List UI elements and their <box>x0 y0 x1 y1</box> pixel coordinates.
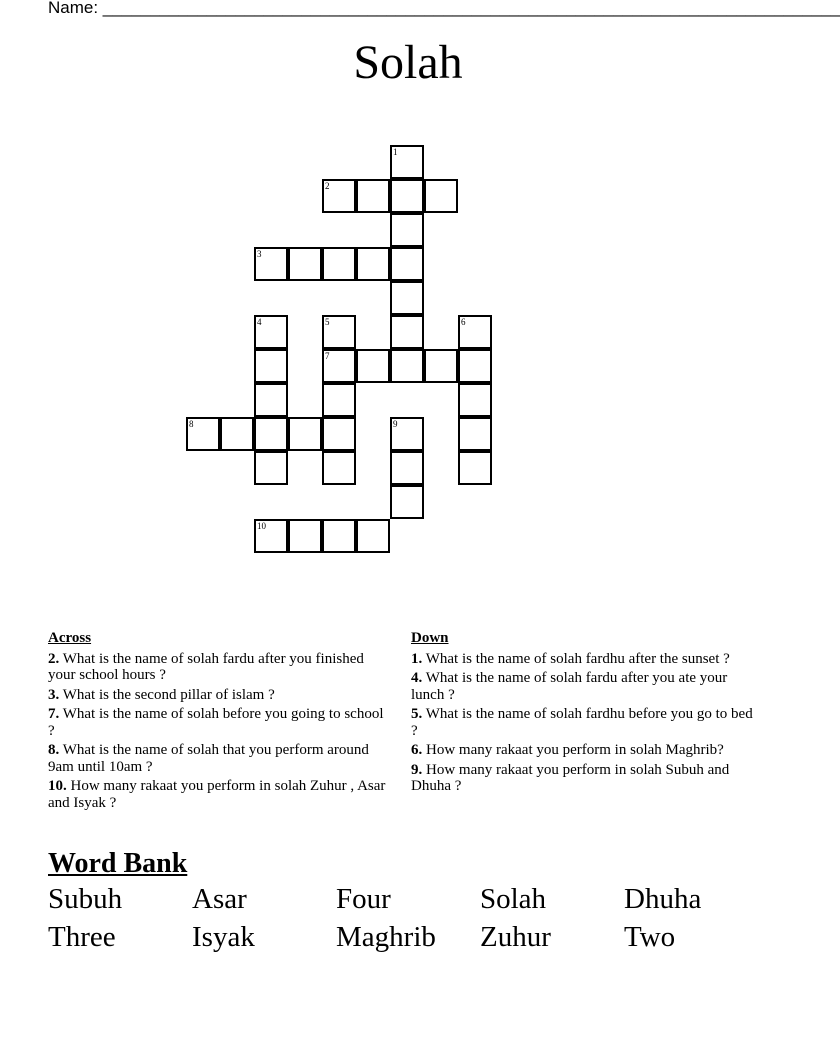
clue-number: 9. <box>411 761 423 778</box>
clue-across-2 <box>48 651 393 684</box>
grid-cell[interactable] <box>254 519 288 553</box>
clue-text: What is the name of solah fardhu before you go to bed ? <box>411 706 753 739</box>
grid-cell[interactable] <box>254 417 288 451</box>
clue-text: What is the name of solah that you perform around 9am until 10am ? <box>48 742 369 775</box>
grid-cell[interactable] <box>390 315 424 349</box>
grid-cell[interactable] <box>390 485 424 519</box>
clue-number: 6. <box>411 742 423 758</box>
clue-text: What is the name of solah fardu after you finished your school hours ? <box>48 650 364 683</box>
clue-number: 1. <box>411 650 423 667</box>
name-field-label: Name: ______________________________________________________________________________ <box>48 0 840 17</box>
grid-cell[interactable] <box>254 383 288 417</box>
cell-number: 6 <box>461 317 466 327</box>
grid-cell[interactable] <box>322 315 356 349</box>
grid-cell[interactable] <box>254 247 288 281</box>
down-heading: Down <box>411 630 449 646</box>
clue-number: 7. <box>48 706 60 722</box>
grid-cell[interactable] <box>254 315 288 349</box>
grid-cell[interactable] <box>322 451 356 485</box>
word-bank-item: Isyak <box>192 921 255 953</box>
grid-cell[interactable] <box>390 349 424 383</box>
grid-cell[interactable] <box>322 179 356 213</box>
clue-number: 10. <box>48 778 67 794</box>
grid-cell[interactable] <box>322 349 356 383</box>
clue-number: 4. <box>411 670 423 686</box>
cell-number: 4 <box>257 317 262 327</box>
clue-across-7 <box>48 706 393 739</box>
grid-cell[interactable] <box>424 179 458 213</box>
cell-number: 2 <box>325 181 330 191</box>
clue-down-6 <box>411 742 756 759</box>
grid-cell[interactable] <box>390 145 424 179</box>
cell-number: 5 <box>325 317 330 327</box>
word-bank-item: Dhuha <box>624 883 702 915</box>
clue-number: 8. <box>48 742 60 758</box>
grid-cell[interactable] <box>458 349 492 383</box>
word-bank-item: Subuh <box>48 883 123 915</box>
grid-cell[interactable] <box>390 417 424 451</box>
word-bank-item: Zuhur <box>480 921 551 953</box>
clue-down-9 <box>411 762 756 795</box>
cell-number: 7 <box>325 351 330 361</box>
grid-cell[interactable] <box>356 247 390 281</box>
word-bank-item: Four <box>336 883 391 915</box>
grid-cell[interactable] <box>458 417 492 451</box>
clue-text: What is the name of solah fardu after you ate your lunch ? <box>411 670 728 703</box>
clue-text: What is the name of solah fardhu after the sunset ? <box>425 650 730 667</box>
word-bank-item: Solah <box>480 883 547 915</box>
clue-down-5 <box>411 706 756 739</box>
grid-cell[interactable] <box>356 519 390 553</box>
grid-cell[interactable] <box>390 281 424 315</box>
grid-cell[interactable] <box>322 417 356 451</box>
word-bank-item: Maghrib <box>336 921 436 953</box>
word-bank-item: Two <box>624 921 676 953</box>
clue-text: How many rakaat you perform in solah Subuh and Dhuha ? <box>411 761 730 794</box>
clue-text: How many rakaat you perform in solah Zuhur , Asar and Isyak ? <box>48 778 386 811</box>
grid-cell[interactable] <box>390 179 424 213</box>
grid-cell[interactable] <box>390 247 424 281</box>
clue-number: 3. <box>48 686 60 703</box>
clue-down-4 <box>411 670 756 703</box>
grid-cell[interactable] <box>186 417 220 451</box>
clue-down-1 <box>411 651 756 668</box>
grid-cell[interactable] <box>288 417 322 451</box>
grid-cell[interactable] <box>254 451 288 485</box>
cell-number: 8 <box>189 419 194 429</box>
cell-number: 1 <box>393 147 398 157</box>
grid-cell[interactable] <box>356 349 390 383</box>
grid-cell[interactable] <box>356 179 390 213</box>
cell-number: 10 <box>257 521 266 531</box>
clue-text: How many rakaat you perform in solah Maghrib? <box>426 742 724 758</box>
word-bank-item: Asar <box>192 883 247 915</box>
word-bank-item: Three <box>48 921 116 953</box>
grid-cell[interactable] <box>322 383 356 417</box>
across-clues <box>48 630 393 814</box>
down-clues <box>411 630 756 798</box>
cell-number: 9 <box>393 419 398 429</box>
grid-cell[interactable] <box>322 247 356 281</box>
clue-text: What is the name of solah before you going to school ? <box>48 706 384 739</box>
across-heading: Across <box>48 630 92 646</box>
grid-cell[interactable] <box>390 213 424 247</box>
grid-cell[interactable] <box>288 519 322 553</box>
grid-cell[interactable] <box>322 519 356 553</box>
grid-cell[interactable] <box>458 383 492 417</box>
grid-cell[interactable] <box>458 315 492 349</box>
grid-cell[interactable] <box>288 247 322 281</box>
grid-cell[interactable] <box>424 349 458 383</box>
puzzle-title: Solah <box>353 36 463 89</box>
clue-across-8 <box>48 742 393 775</box>
clue-across-10 <box>48 778 393 811</box>
clue-text: What is the second pillar of islam ? <box>62 686 275 703</box>
clue-number: 5. <box>411 706 423 722</box>
clue-across-3 <box>48 687 393 704</box>
grid-cell[interactable] <box>254 349 288 383</box>
grid-cell[interactable] <box>458 451 492 485</box>
word-bank <box>48 880 768 956</box>
word-bank-title: Word Bank <box>48 848 188 879</box>
cell-number: 3 <box>257 249 262 259</box>
grid-cell[interactable] <box>220 417 254 451</box>
clue-number: 2. <box>48 650 60 667</box>
grid-cell[interactable] <box>390 451 424 485</box>
